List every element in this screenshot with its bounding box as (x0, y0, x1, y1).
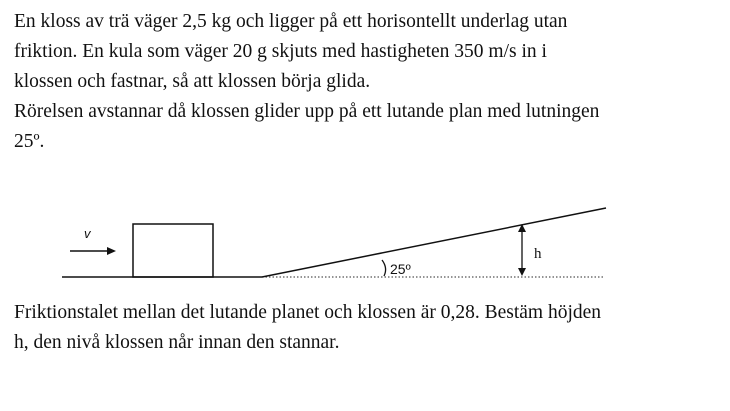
velocity-arrow-icon (70, 247, 116, 255)
question-line-1: Friktionstalet mellan det lutande planet och klossen är 0,28. Bestäm höjden (14, 302, 602, 323)
height-label: h (534, 246, 542, 262)
velocity-label: v (84, 226, 91, 241)
wooden-block (133, 224, 213, 277)
problem-line-2: friktion. En kula som väger 20 g skjuts med hastigheten 350 m/s in i (14, 41, 547, 62)
incline-plane (262, 208, 606, 277)
height-double-arrow-icon (518, 224, 526, 276)
problem-line-1: En kloss av trä väger 2,5 kg och ligger på ett horisontellt underlag utan (14, 11, 568, 32)
angle-arc (382, 260, 386, 276)
problem-line-4: Rörelsen avstannar då klossen glider upp på ett lutande plan med lutningen (14, 101, 600, 122)
problem-line-5: 25º. (14, 131, 45, 152)
angle-label: 25º (390, 261, 411, 277)
problem-line-3: klossen och fastnar, så att klossen börja glida. (14, 71, 371, 92)
question-statement (14, 298, 714, 358)
question-line-2: h, den nivå klossen når innan den stannar. (14, 332, 340, 353)
